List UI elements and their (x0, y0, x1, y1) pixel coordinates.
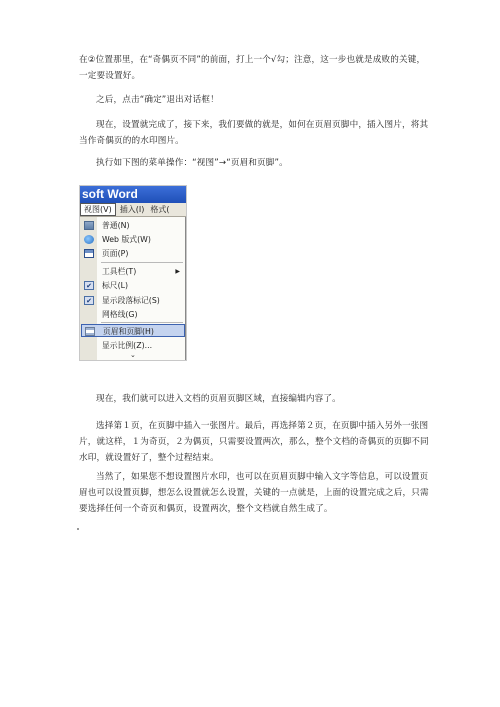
header-footer-icon (85, 327, 95, 336)
paragraph-odd-even-setting: 在②位置那里，在“奇偶页不同”的前面，打上一个√勾；注意，这一步也就是成败的关键，一定要设置好。 (79, 55, 426, 81)
paragraph-text-watermark-alternative: 当然了，如果您不想设置图片水印，也可以在页眉页脚中输入文字等信息，可以设置页眉也可以设置页脚，想怎么设置就怎么设置，关键的一点就是，上面的设置完成之后，只需要选择任何一个奇页和偶页，设置两次，整个文档就自然生成了。 (79, 472, 429, 514)
paragraph-click-ok: 之后，点击“确定”退出对话框！ (96, 95, 219, 105)
paragraph-menu-operation: 执行如下图的菜单操作：“视图”→“页眉和页脚”。 (96, 158, 288, 168)
word-view-menu-screenshot (79, 185, 187, 361)
menu-separator (101, 322, 183, 323)
menu-item-label: 显示比例(Z)... (102, 341, 153, 350)
submenu-arrow-icon: ▶ (175, 268, 180, 275)
word-titlebar: soft Word (80, 186, 186, 203)
menu-format[interactable]: 格式( (150, 205, 170, 214)
menu-item-page-layout[interactable] (81, 247, 185, 260)
view-menu-dropdown (80, 217, 186, 361)
check-icon: ✔ (84, 281, 94, 290)
menu-item-label: 网格线(G) (102, 310, 138, 319)
menu-item-toolbars[interactable] (81, 265, 185, 278)
page-layout-icon (84, 249, 94, 258)
check-icon: ✔ (84, 296, 94, 305)
web-layout-icon (84, 235, 94, 244)
menu-view[interactable]: 视图(V) (80, 203, 116, 216)
word-menubar (80, 203, 186, 217)
menu-item-web-layout[interactable] (81, 233, 185, 246)
menu-item-label: 显示段落标记(S) (102, 296, 160, 305)
menu-separator (101, 262, 183, 263)
menu-item-label: 工具栏(T) (102, 267, 137, 276)
paragraph-insert-footer-images: 选择第１页，在页脚中插入一张图片。最后，再选择第２页，在页脚中插入另外一张图片，就这样，１为奇页，２为偶页，只需要设置两次，那么，整个文档的奇偶页的页脚不同水印，就设置好了，整个过程结束。 (79, 421, 429, 463)
menu-item-label: 标尺(L) (102, 281, 129, 290)
menu-item-label: 页眉和页脚(H) (103, 327, 154, 336)
menu-item-normal[interactable] (81, 219, 185, 232)
paragraph-edit-header-footer: 现在，我们就可以进入文档的页眉页脚区域，直接编辑内容了。 (96, 394, 341, 404)
menu-item-header-footer[interactable] (81, 324, 185, 337)
menu-item-label: Web 版式(W) (102, 235, 151, 244)
stray-mark (77, 528, 79, 530)
menu-item-label: 页面(P) (102, 249, 129, 258)
menu-item-label: 普通(N) (102, 221, 130, 230)
menu-item-ruler[interactable] (81, 279, 185, 292)
paragraph-insert-image-intro: 现在，设置就完成了，接下来，我们要做的就是，如何在页眉页脚中，插入图片，将其当作奇偶页的的水印图片。 (79, 120, 429, 146)
normal-view-icon (84, 221, 94, 230)
expand-menu-chevron-icon[interactable]: ⌄ (130, 351, 136, 359)
menu-item-show-paragraph-marks[interactable] (81, 294, 185, 307)
menu-item-gridlines[interactable] (81, 308, 185, 321)
menu-insert[interactable]: 插入(I) (119, 205, 145, 214)
